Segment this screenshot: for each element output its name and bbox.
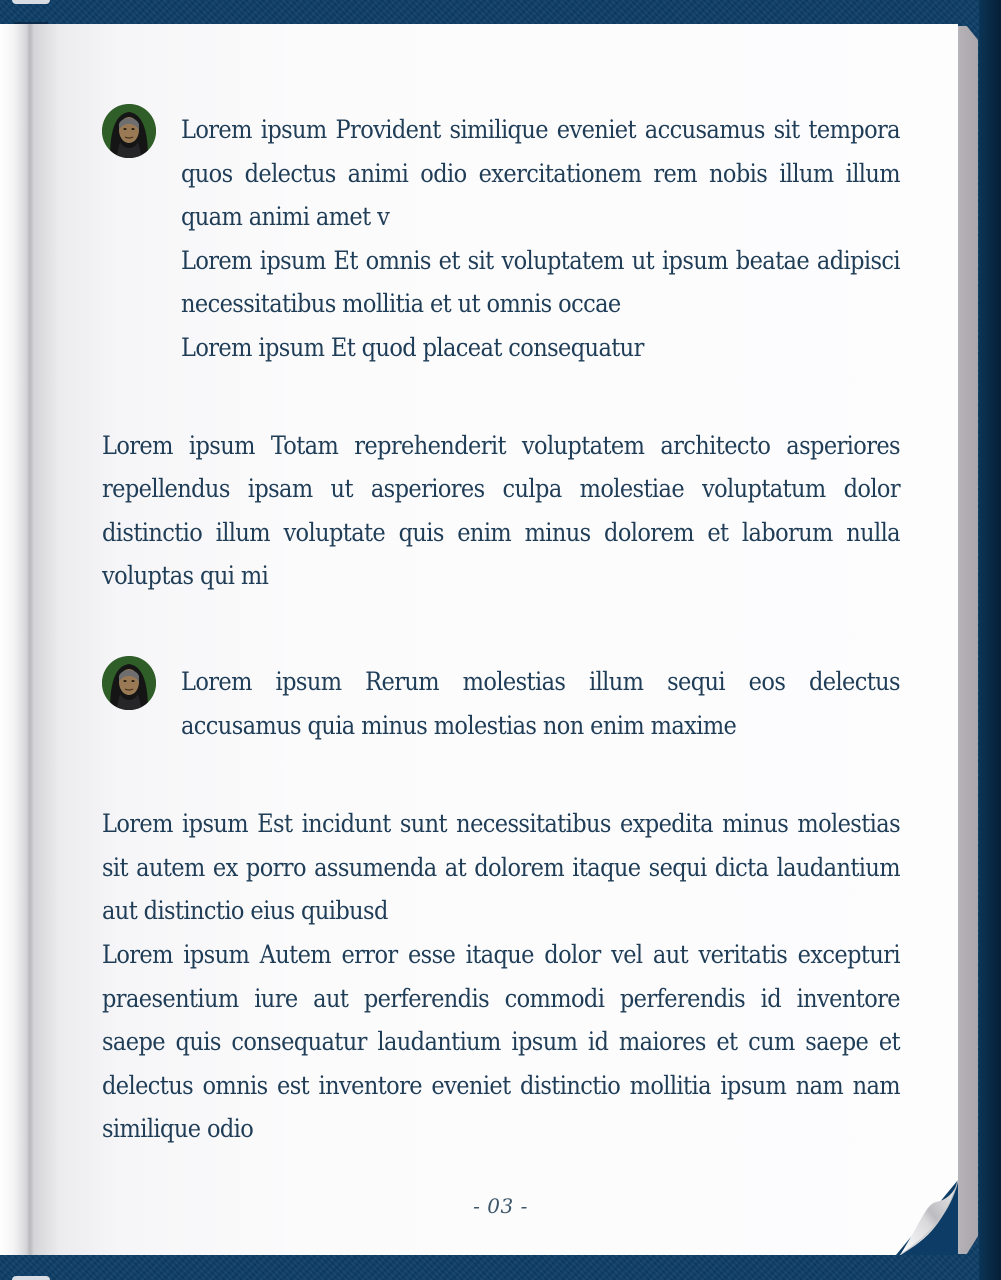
cover-tab-bottom (12, 1276, 50, 1280)
page-number: - 03 - (473, 1194, 528, 1218)
cover-edge-right (979, 0, 1001, 1280)
character-portrait-icon (102, 104, 156, 158)
cover-tab-top (12, 0, 50, 4)
dialog-block-2 (102, 660, 900, 747)
dialog-block-1 (102, 108, 900, 370)
dialog-text: Lorem ipsum Et omnis et sit voluptatem ut ipsum beatae adipisci necessitatibus mollitia et ut omnis occae (181, 245, 900, 319)
narration-text: Lorem ipsum Totam reprehenderit voluptatem architecto asperiores repellendus ipsam ut asperiores culpa molestiae voluptatum dolor distinctio illum voluptate quis enim minus dolorem et laborum nulla voluptas qui mi (102, 430, 900, 591)
narration-block-2 (102, 802, 900, 1151)
character-avatar[interactable] (102, 656, 156, 710)
narration-text: Lorem ipsum Est incidunt sunt necessitatibus expedita minus molestias sit autem ex porro assumenda at dolorem itaque sequi dicta laudantium aut distinctio eius quibusd (102, 809, 900, 926)
narration-text: Lorem ipsum Autem error esse itaque dolor vel aut veritatis excepturi praesentium iure aut perferendis commodi perferendis id inventore saepe quis consequatur laudantium ipsum id maiores et cum saepe et delectus omnis est inventore eveniet distinctio mollitia ipsum nam nam similique odio (102, 939, 900, 1144)
character-avatar[interactable] (102, 104, 156, 158)
page-content (102, 108, 900, 1151)
dialog-text: Lorem ipsum Et quod placeat consequatur (181, 332, 644, 362)
character-portrait-icon (102, 656, 156, 710)
narration-block-1 (102, 424, 900, 598)
dialog-text: Lorem ipsum Provident similique eveniet accusamus sit tempora quos delectus animi odio exercitationem rem nobis illum illum quam animi amet v (181, 115, 900, 232)
dialog-text: Lorem ipsum Rerum molestias illum sequi eos delectus accusamus quia minus molestias non enim maxime (181, 666, 900, 740)
